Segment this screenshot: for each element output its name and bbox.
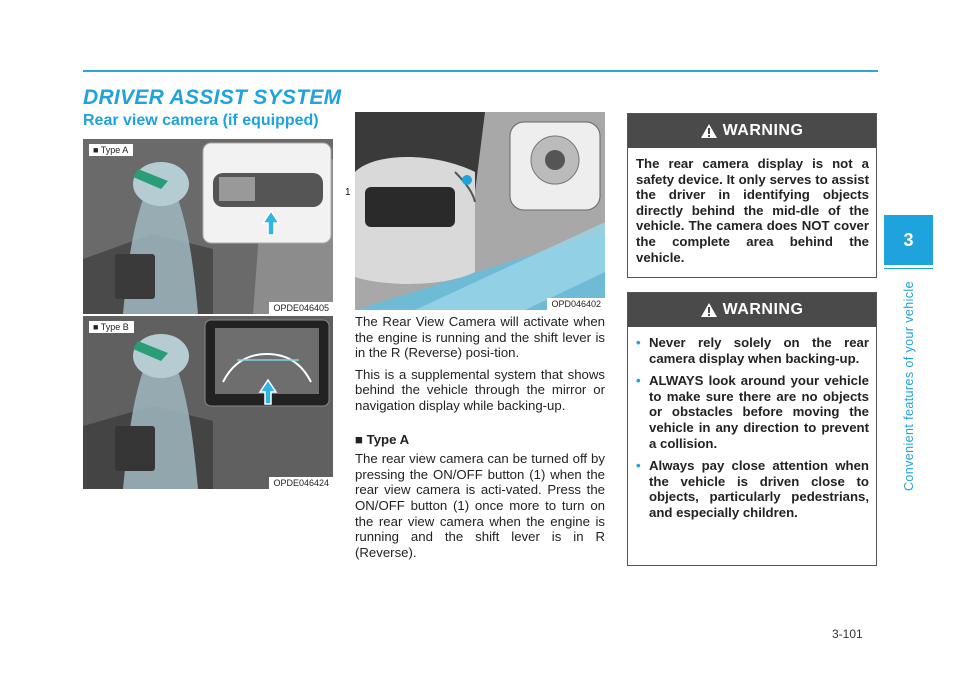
warning-title-1: WARNING [722, 122, 804, 139]
bullet-icon: • [636, 373, 641, 389]
chapter-label-text: Convenient features of your vehicle [902, 281, 916, 491]
shift-lever-mirror-illustration [83, 139, 333, 314]
warning-list-item [636, 458, 869, 520]
warning-title-2: WARNING [722, 301, 804, 318]
warning-list-item [636, 373, 869, 451]
figure-type-a [83, 139, 351, 314]
page-number: 3-101 [832, 627, 863, 641]
bullet-icon: • [636, 335, 641, 350]
warning-header-1 [628, 114, 876, 148]
top-rule [83, 70, 878, 72]
body-paragraph-2: This is a supplemental system that shows behind the vehicle through the mirror or navigation display while backing-up. [355, 366, 605, 413]
chapter-label [899, 265, 919, 505]
figure-type-a-code: OPDE046405 [269, 302, 333, 314]
warning-list-item-text: ALWAYS look around your vehicle to make sure there are no objects or obstacles before moving the vehicle in any direction to prevent a collision. [649, 373, 869, 451]
warning-list-item-text: Never rely solely on the rear camera display when backing-up. [649, 335, 869, 366]
sub-title: Rear view camera (if equipped) [83, 112, 319, 129]
body-text [355, 314, 605, 566]
figure-callout-1: 1 [345, 187, 351, 198]
warning-list-2 [628, 327, 876, 521]
bullet-icon: • [636, 458, 641, 474]
figure-car-rear [355, 112, 605, 310]
figure-car-code: OPD046402 [547, 298, 605, 310]
body-paragraph-1: The Rear View Camera will activate when the engine is running and the shift lever is in the R (Reverse) posi-tion. [355, 314, 605, 361]
chapter-tab: 3 [884, 215, 933, 265]
car-rear-camera-illustration [355, 112, 605, 310]
figure-type-b-code: OPDE046424 [269, 477, 333, 489]
warning-header-2 [628, 293, 876, 327]
figure-type-b-label: ■ Type B [89, 321, 134, 333]
warning-box-2 [627, 292, 877, 566]
warning-list-item [636, 335, 869, 366]
section-title: DRIVER ASSIST SYSTEM [83, 86, 342, 109]
warning-text-1: The rear camera display is not a safety device. It only serves to assist the driver in identifying objects directly behind the mid-dle of the vehicle. The camera does NOT cover the complete area behind the vehicle. [636, 156, 869, 265]
warning-list-item-text: Always pay close attention when the vehicle is driven close to objects, particularly pedestrians, and especially children. [649, 458, 869, 520]
body-paragraph-3: The rear view camera can be turned off by pressing the ON/OFF button (1) when the rear view camera is acti-vated. Press the ON/OFF button (1) once more to turn on the rear view camera when the engine is running and the shift lever is in R (Reverse). [355, 451, 605, 560]
shift-lever-display-illustration [83, 316, 333, 489]
warning-triangle-icon [701, 303, 717, 317]
warning-box-1 [627, 113, 877, 278]
warning-triangle-icon [701, 124, 717, 138]
figure-type-a-label: ■ Type A [89, 144, 133, 156]
type-a-heading: ■ Type A [355, 431, 410, 447]
figure-type-b [83, 316, 333, 489]
